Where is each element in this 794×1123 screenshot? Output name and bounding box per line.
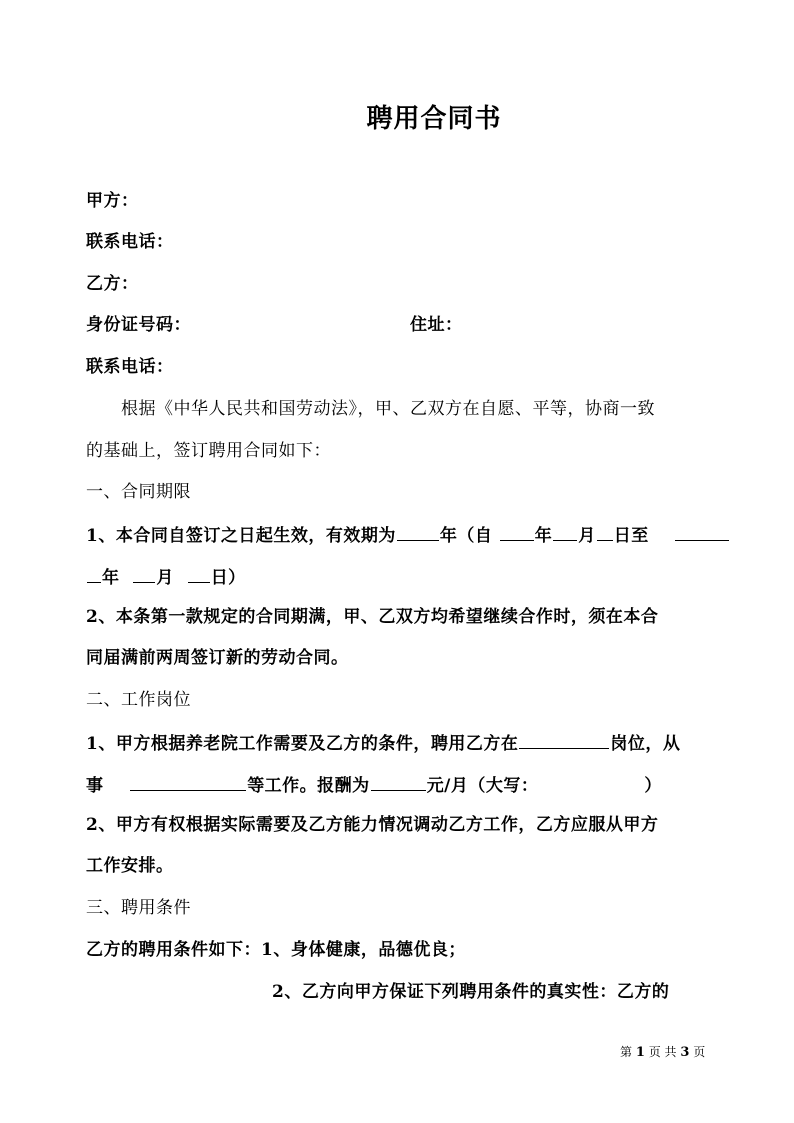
section-2-clause-1-line-2 [86,772,662,797]
clause-text: 日至 [613,526,649,546]
work-blank[interactable] [130,772,246,791]
party-b-address-label: 住址： [410,315,463,335]
total-page-number: 3 [680,1045,690,1060]
end-year-blank-part2[interactable] [87,564,101,583]
section-2-heading: 二、工作岗位 [86,690,191,710]
start-year-blank[interactable] [500,522,534,541]
section-2-clause-2-line-2: 工作安排。 [86,856,174,876]
section-2-clause-1-line-1 [86,730,680,755]
party-b-phone-label: 联系电话： [86,357,174,377]
party-a-label: 甲方： [86,191,139,211]
clause-text: 年 [534,526,553,546]
clause-text: 等工作。报酬为 [247,776,370,796]
section-3-line-1: 乙方的聘用条件如下：1、身体健康，品德优良； [86,940,466,960]
section-3-heading: 三、聘用条件 [86,898,191,918]
clause-text: 1、甲方根据养老院工作需要及乙方的条件，聘用乙方在 [86,734,519,754]
party-b-id-label: 身份证号码： [86,315,191,335]
post-blank[interactable] [519,730,609,749]
current-page-number: 1 [635,1045,645,1060]
page-footer [620,1043,705,1060]
clause-text: 月 [578,526,596,546]
end-day-blank[interactable] [188,564,210,583]
start-month-blank[interactable] [553,522,577,541]
end-year-blank-part1[interactable] [675,522,729,541]
clause-text: 年（自 [439,526,493,546]
section-1-heading: 一、合同期限 [86,482,191,502]
section-2-clause-2-line-1: 2、甲方有权根据实际需要及乙方能力情况调动乙方工作，乙方应服从甲方 [86,815,659,835]
pay-blank[interactable] [371,772,426,791]
intro-line-2: 的基础上，签订聘用合同如下： [86,441,331,461]
page-title: 聘用合同书 [366,104,502,134]
clause-text: 月 [156,568,174,588]
footer-text: 第 [620,1045,633,1059]
section-1-clause-2-line-1: 2、本条第一款规定的合同期满，甲、乙双方均希望继续合作时，须在本合 [86,607,659,627]
section-1-clause-1-line-1 [86,522,730,547]
clause-text: 事 [86,776,104,796]
section-3-line-2: 2、乙方向甲方保证下列聘用条件的真实性：乙方的 [272,982,670,1002]
party-b-label: 乙方： [86,274,139,294]
clause-text: 日） [210,568,246,588]
clause-text: 1、本合同自签订之日起生效，有效期为 [86,526,396,546]
section-1-clause-1-line-2 [86,564,246,589]
intro-line-1: 根据《中华人民共和国劳动法》，甲、乙双方在自愿、平等，协商一致 [121,399,655,419]
clause-text: 岗位，从 [610,734,681,754]
footer-text: 页 共 [648,1045,677,1059]
clause-text: 年 [102,568,120,588]
party-a-phone-label: 联系电话： [86,232,174,252]
end-month-blank[interactable] [133,564,155,583]
term-years-blank[interactable] [397,522,439,541]
clause-text: ） [644,776,662,796]
section-1-clause-2-line-2: 同届满前两周签订新的劳动合同。 [86,648,349,668]
start-day-blank[interactable] [597,522,613,541]
clause-text: 元/月（大写： [426,776,539,796]
footer-text: 页 [693,1045,706,1059]
